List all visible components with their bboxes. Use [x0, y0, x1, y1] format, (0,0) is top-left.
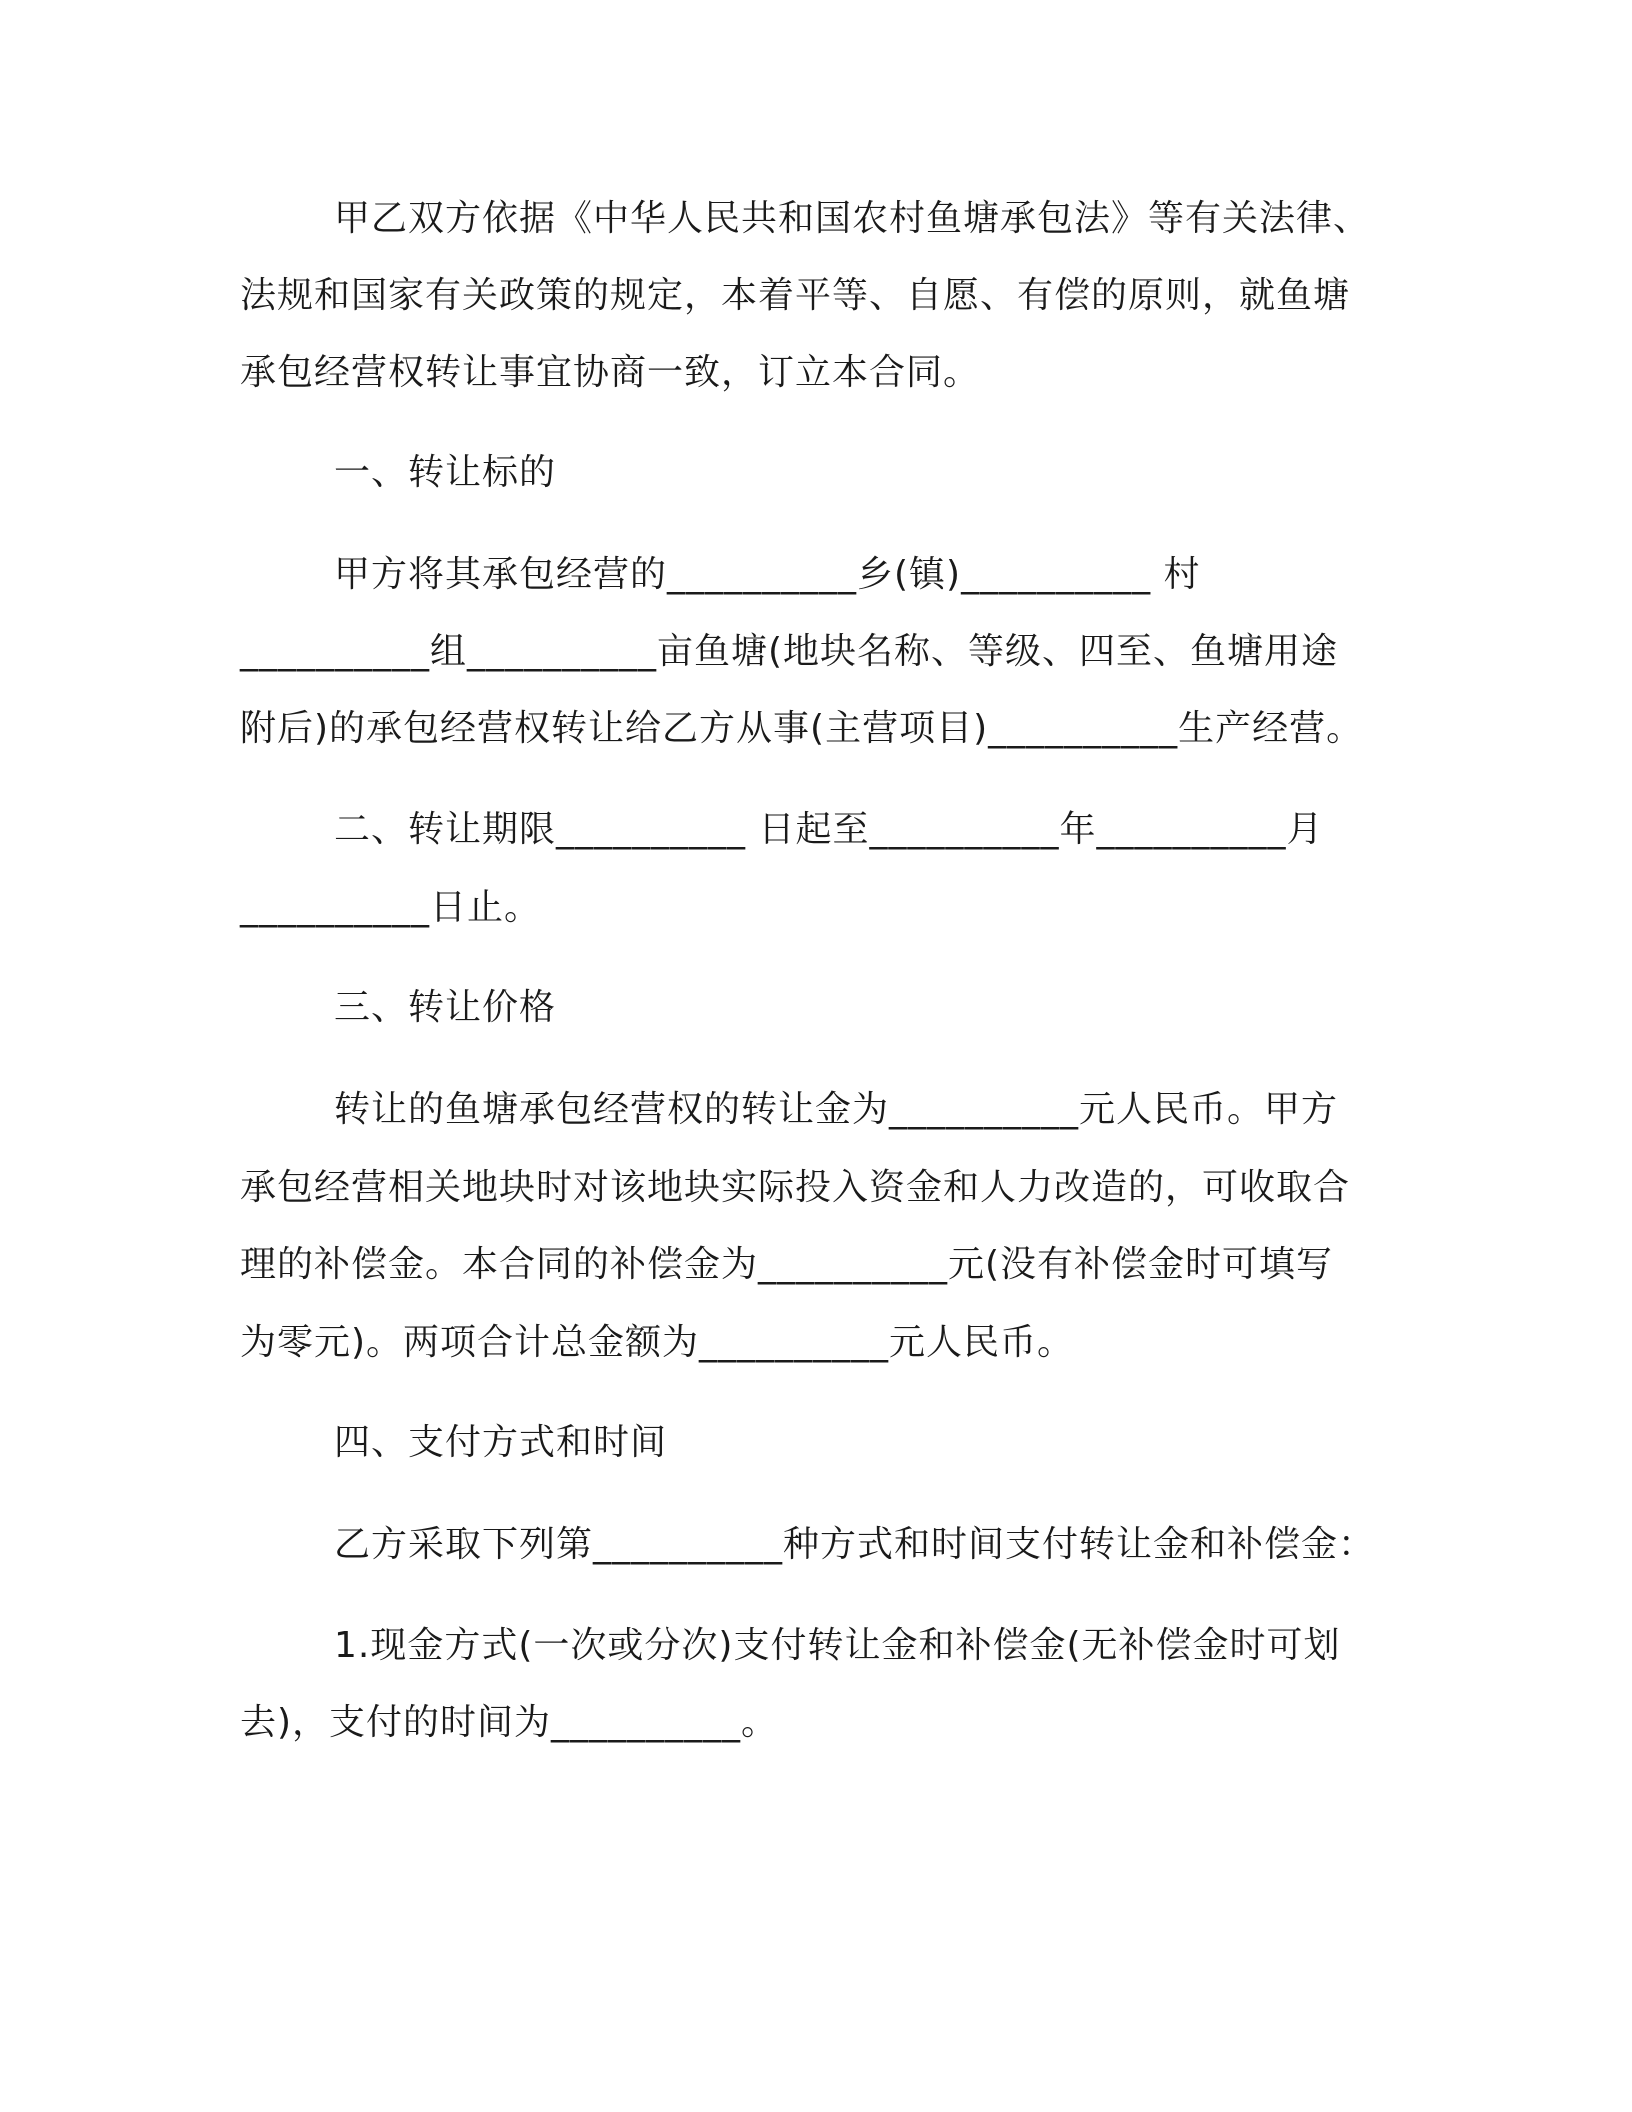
section3-line-1: 转让的鱼塘承包经营权的转让金为__________元人民币。甲方: [334, 1089, 1339, 1130]
section4-line-3: 去)，支付的时间为__________。: [240, 1702, 779, 1743]
section2-line-2: __________日止。: [240, 887, 542, 928]
section1-line-2: __________组__________亩鱼塘(地块名称、等级、四至、鱼塘用途: [240, 631, 1339, 672]
section3-line-4: 为零元)。两项合计总金额为__________元人民币。: [240, 1322, 1075, 1363]
section4-line-1: 乙方采取下列第__________种方式和时间支付转让金和补偿金：: [334, 1524, 1376, 1565]
section3-line-2: 承包经营相关地块时对该地块实际投入资金和人力改造的，可收取合: [240, 1167, 1351, 1208]
section2-line-1: 二、转让期限__________ 日起至__________年__________月: [334, 809, 1324, 850]
section3-line-3: 理的补偿金。本合同的补偿金为__________元(没有补偿金时可填写: [240, 1244, 1334, 1285]
section-heading-1: 一、转让标的: [334, 452, 557, 493]
preamble-line-3: 承包经营权转让事宜协商一致，订立本合同。: [240, 352, 981, 393]
document-page: [240, 0, 1380, 2112]
section-heading-4: 四、支付方式和时间: [334, 1422, 668, 1463]
section-heading-3: 三、转让价格: [334, 987, 557, 1028]
preamble-line-2: 法规和国家有关政策的规定，本着平等、自愿、有偿的原则，就鱼塘: [240, 275, 1351, 316]
section1-line-1: 甲方将其承包经营的__________乡(镇)__________ 村: [334, 554, 1201, 595]
preamble-line-1: 甲乙双方依据《中华人民共和国农村鱼塘承包法》等有关法律、: [334, 198, 1371, 239]
section1-line-3: 附后)的承包经营权转让给乙方从事(主营项目)__________生产经营。: [240, 708, 1364, 749]
section4-line-2: 1.现金方式(一次或分次)支付转让金和补偿金(无补偿金时可划: [334, 1625, 1341, 1666]
